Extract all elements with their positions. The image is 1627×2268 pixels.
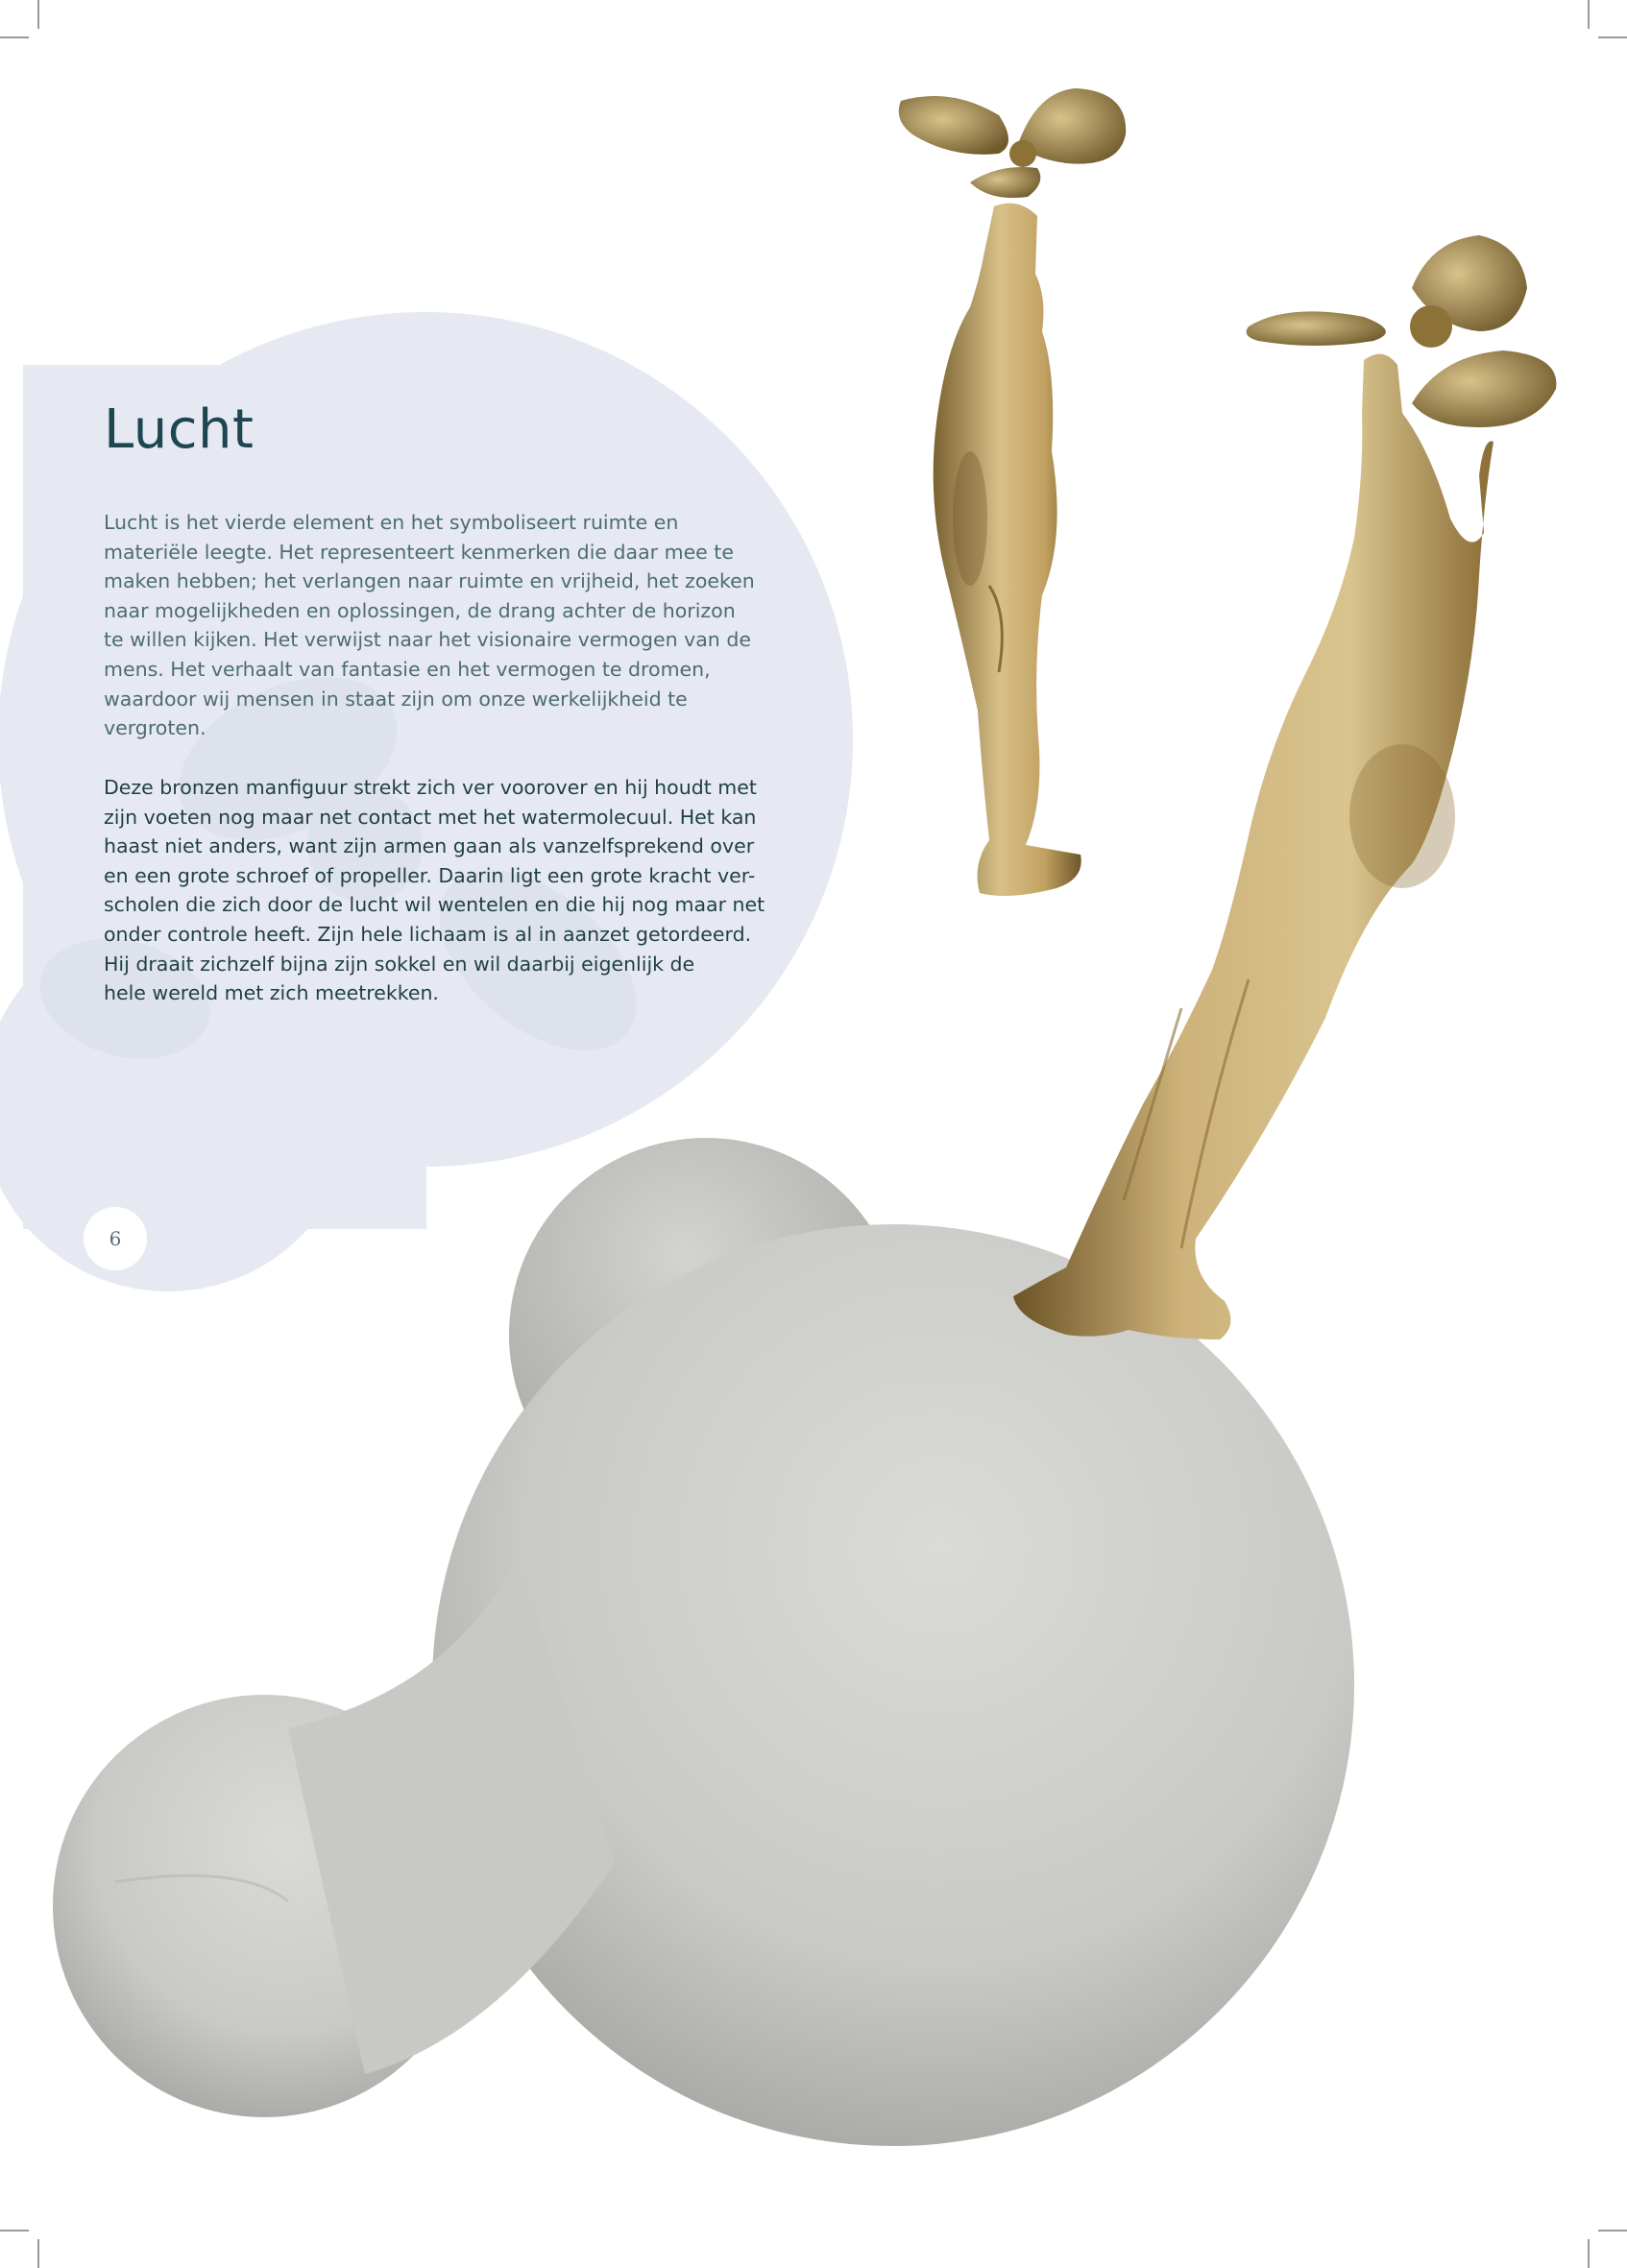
page-number: 6 bbox=[84, 1207, 147, 1270]
body-paragraph: Deze bronzen manfiguur strekt zich ver voorover en hij houdt met zijn voeten nog maar net contact met het watermolecuul. Het kan haast niet anders, want zijn armen gaan als vanzelfsprekend over en een grote schroef of propeller. Daarin ligt een grote kracht ver- scholen die zich door de lucht wil wentelen en die hij nog maar net onder controle heeft. Zijn hele lichaam is al in aanzet getordeerd. Hij draait zichzelf bijna zijn sokkel en wil daarbij eigenlijk de hele wereld met zich meetrekken. bbox=[104, 776, 765, 1005]
bronze-figure-back bbox=[899, 88, 1126, 896]
page-title: Lucht bbox=[104, 398, 255, 461]
bronze-figure-front bbox=[1013, 235, 1556, 1339]
intro-paragraph: Lucht is het vierde element en het symboliseert ruimte en materiële leegte. Het representeert kenmerken die daar mee te maken hebben; het verlangen naar ruimte en vrijheid, het zoeken naar mogelijkheden en oplossingen, de drang achter de horizon te willen kijken. Het verwijst naar het visionaire vermogen van de mens. Het verhaalt van fantasie en het vermogen te dromen, waardoor wij mensen in staat zijn om onze werkelijkheid te vergroten. bbox=[104, 511, 755, 740]
